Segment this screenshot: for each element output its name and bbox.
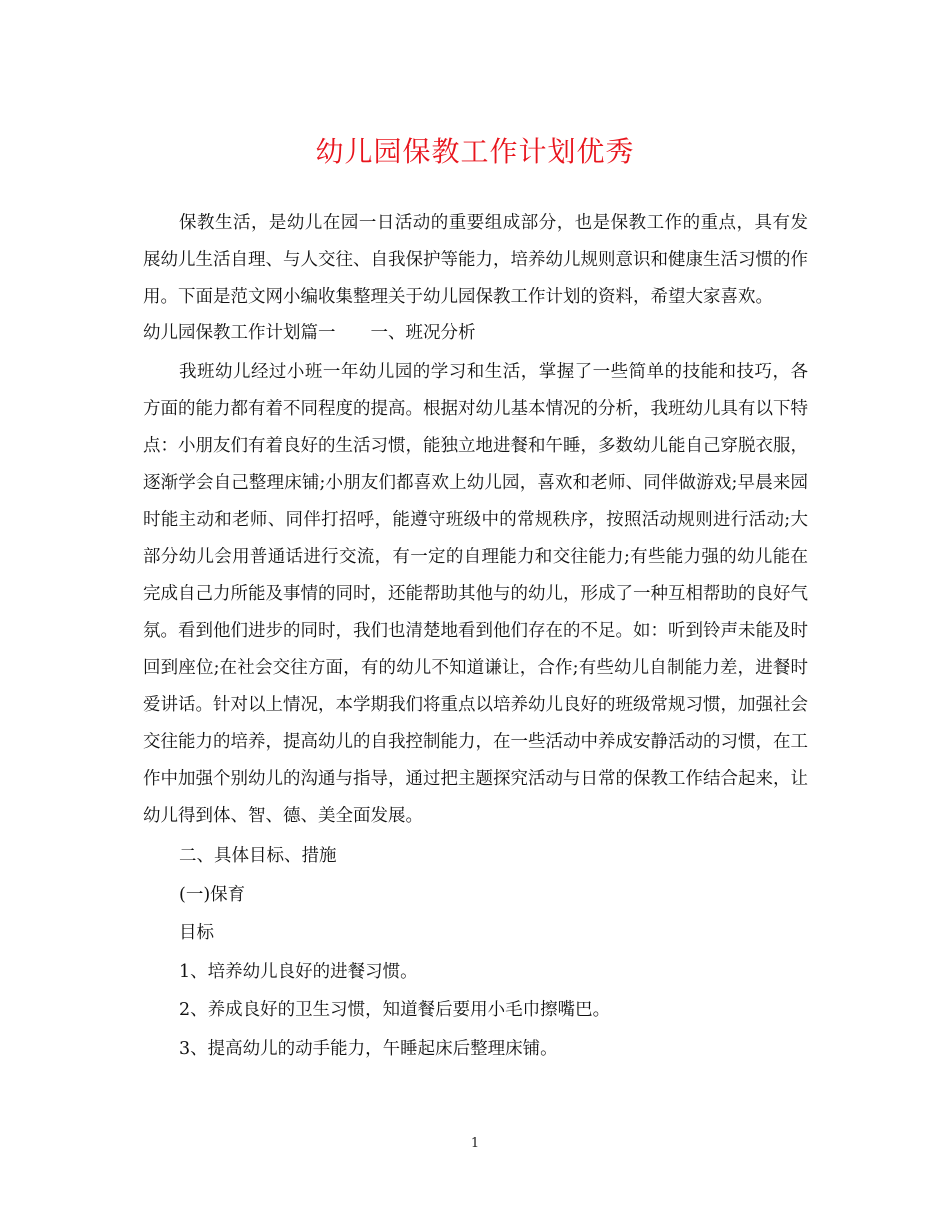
target-item: 2、养成良好的卫生习惯，知道餐后要用小毛巾擦嘴巴。	[179, 1000, 611, 1020]
document-title: 幼儿园保教工作计划优秀	[315, 135, 635, 168]
section-heading: 幼儿园保教工作计划篇一 一、班况分析	[143, 323, 476, 343]
document-body	[143, 205, 808, 1068]
goals-heading: 二、具体目标、措施	[179, 846, 337, 866]
target-label: 目标	[179, 923, 214, 943]
care-heading: (一)保育	[179, 884, 246, 905]
page-number: 1	[470, 1136, 480, 1151]
target-item: 1、培养幼儿良好的进餐习惯。	[179, 961, 418, 982]
intro-paragraph: 保教生活，是幼儿在园一日活动的重要组成部分，也是保教工作的重点，具有发展幼儿生活自理、与人交往、自我保护等能力，培养幼儿规则意识和健康生活习惯的作用。下面是范文网小编收集整理关于幼儿园保教工作计划的资料，希望大家喜欢。	[143, 213, 808, 307]
target-item: 3、提高幼儿的动手能力，午睡起床后整理床铺。	[179, 1038, 558, 1059]
analysis-paragraph: 我班幼儿经过小班一年幼儿园的学习和生活，掌握了一些简单的技能和技巧，各方面的能力都有着不同程度的提高。根据对幼儿基本情况的分析，我班幼儿具有以下特点：小朋友们有着良好的生活习惯，能独立地进餐和午睡，多数幼儿能自己穿脱衣服，逐渐学会自己整理床铺;小朋友们都喜欢上幼儿园，喜欢和老师、同伴做游戏;早晨来园时能主动和老师、同伴打招呼，能遵守班级中的常规秩序，按照活动规则进行活动;大部分幼儿会用普通话进行交流，有一定的自理能力和交往能力;有些能力强的幼儿能在完成自己力所能及事情的同时，还能帮助其他与的幼儿，形成了一种互相帮助的良好气氛。看到他们进步的同时，我们也清楚地看到他们存在的不足。如：听到铃声未能及时回到座位;在社会交往方面，有的幼儿不知道谦让，合作;有些幼儿自制能力差，进餐时爱讲话。针对以上情况，本学期我们将重点以培养幼儿良好的班级常规习惯，加强社会交往能力的培养，提高幼儿的自我控制能力，在一些活动中养成安静活动的习惯，在工作中加强个别幼儿的沟通与指导，通过把主题探究活动与日常的保教工作结合起来，让幼儿得到体、智、德、美全面发展。	[143, 362, 808, 826]
